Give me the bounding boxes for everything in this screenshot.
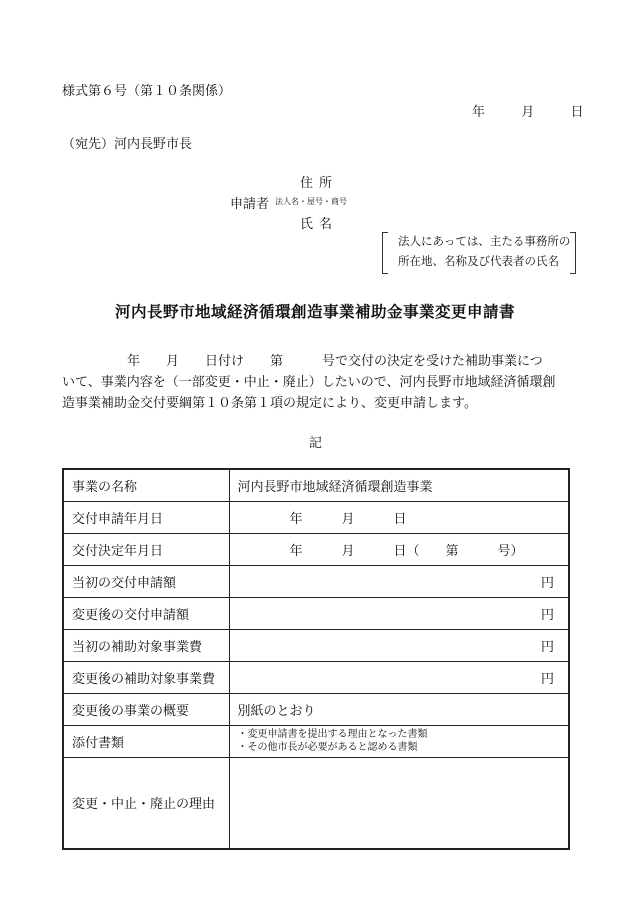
body-paragraph-line-2: いて、事業内容を（一部変更・中止・廃止）したいので、河内長野市地域経済循環創 xyxy=(62,375,556,390)
applicant-label: 申請者 xyxy=(230,197,270,212)
amount-cell xyxy=(229,597,569,629)
row-label: 当初の交付申請額 xyxy=(63,565,229,597)
table-row xyxy=(63,661,569,693)
body-paragraph-line-1: 年 月 日付け 第 号で交付の決定を受けた補助事業につ xyxy=(62,354,543,369)
table-row xyxy=(63,501,569,533)
attachment-item: ・その他市長が必要があると認める書類 xyxy=(237,742,418,753)
table-row xyxy=(63,469,569,501)
row-label: 事業の名称 xyxy=(63,469,229,501)
date-year: 年 xyxy=(472,105,486,120)
note-line-1: 法人にあっては、主たる事務所の xyxy=(398,234,571,248)
date-day: 日 xyxy=(570,105,584,120)
attachment-item: ・変更申請書を提出する理由となった書類 xyxy=(237,729,428,740)
row-label: 変更後の交付申請額 xyxy=(63,597,229,629)
row-label: 変更後の補助対象事業費 xyxy=(63,661,229,693)
application-date-value: 年 月 日 xyxy=(229,501,569,533)
table-row xyxy=(63,693,569,725)
table-row xyxy=(63,757,569,849)
yen-unit: 円 xyxy=(540,671,554,687)
applicant-sub-label: 法人名・屋号・商号 xyxy=(275,197,347,206)
ki-heading: 記 xyxy=(309,436,323,451)
date-month: 月 xyxy=(521,105,535,120)
table-row xyxy=(63,597,569,629)
addressee: （宛先）河内長野市長 xyxy=(62,137,193,152)
yen-unit: 円 xyxy=(540,639,554,655)
table-row xyxy=(63,629,569,661)
amount-cell xyxy=(229,565,569,597)
document-title: 河内長野市地域経済循環創造事業補助金事業変更申請書 xyxy=(114,302,515,321)
row-label: 変更後の事業の概要 xyxy=(63,693,229,725)
table-row xyxy=(63,725,569,757)
name-label: 氏名 xyxy=(300,217,339,232)
body-paragraph-line-3: 造事業補助金交付要綱第１０条第１項の規定により、変更申請します。 xyxy=(62,396,477,411)
project-name-value: 河内長野市地域経済循環創造事業 xyxy=(229,469,569,501)
note-line-2: 所在地、名称及び代表者の氏名 xyxy=(398,254,559,268)
address-label: 住所 xyxy=(300,176,339,191)
form-number: 様式第６号（第１０条関係） xyxy=(62,84,232,99)
decision-date-value: 年 月 日（ 第 号） xyxy=(229,533,569,565)
row-label: 交付申請年月日 xyxy=(63,501,229,533)
table-row xyxy=(63,533,569,565)
application-table xyxy=(62,468,570,850)
row-label: 当初の補助対象事業費 xyxy=(63,629,229,661)
reason-value xyxy=(229,757,569,849)
amount-cell xyxy=(229,661,569,693)
row-label: 添付書類 xyxy=(63,725,229,757)
attachments-cell xyxy=(229,725,569,757)
amount-cell xyxy=(229,629,569,661)
row-label: 交付決定年月日 xyxy=(63,533,229,565)
row-label: 変更・中止・廃止の理由 xyxy=(63,757,229,849)
table-row xyxy=(63,565,569,597)
yen-unit: 円 xyxy=(540,607,554,623)
summary-value: 別紙のとおり xyxy=(229,693,569,725)
date-line xyxy=(472,101,584,120)
yen-unit: 円 xyxy=(540,575,554,591)
